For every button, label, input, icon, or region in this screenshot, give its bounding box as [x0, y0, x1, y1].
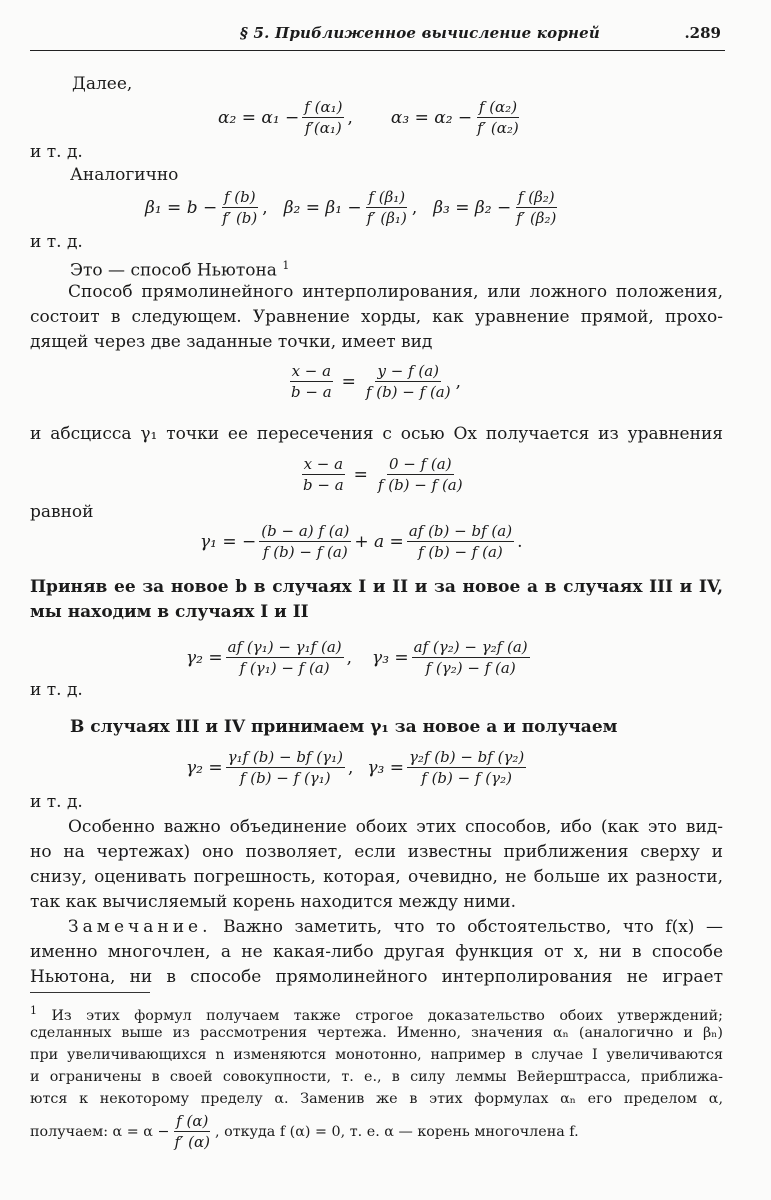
text-dalee: Далее, — [72, 74, 133, 94]
eq5-num1: (b − a) f (a) — [261, 522, 350, 540]
eq3-num2: y − f (a) — [377, 362, 440, 380]
eq6-lhs2: γ₃ = — [372, 647, 409, 668]
eq4-den2: f (b) − f (a) — [377, 476, 463, 494]
eq2-frac3 — [514, 188, 558, 227]
text-itd-1: и т. д. — [30, 142, 83, 162]
eq3-frac2 — [364, 362, 453, 401]
combine-line-2: но на чертежах) оно позволяет, если известны приближения сверху и — [30, 842, 723, 862]
abscissa-line: и абсцисса γ₁ точки ее пересечения с осью Ox получается из уравнения — [30, 424, 723, 444]
eq3-frac1 — [289, 362, 334, 401]
equation-gamma1: γ₁ = − $\frac{(b - a) f (a)}{f (b) - f (a)}$ + a = $\frac{af (b) - bf (a)}{f (b) - f (a)}$ . — [200, 522, 523, 561]
equation-chord: $\frac{x - a}{b - a}$ = $\frac{y - f (a)}{f (b) - f (a)}$ , — [291, 362, 462, 401]
eq7-lhs1: γ₂ = — [186, 757, 223, 778]
eq4-frac2 — [376, 455, 465, 494]
eq1-num1: f (α₁) — [304, 98, 343, 116]
combine-line-4: так как вычисляемый корень находится между ними. — [30, 892, 516, 912]
newton-text: Это — способ Ньютона — [70, 260, 277, 281]
eq5-mid: + a = — [354, 531, 404, 552]
footnote-text-1: Из этих формул получаем также строгое доказательство обоих утверждений; — [51, 1007, 723, 1024]
eq1-lhs2: α₃ = α₂ − — [390, 107, 473, 128]
eq2-den3: f′ (β₂) — [516, 209, 557, 227]
eq7-num2: γ₂f (b) − bf (γ₂) — [408, 748, 525, 766]
eq1-frac1 — [302, 98, 344, 137]
eq6-frac2 — [412, 638, 530, 677]
eq2-num2: f (β₁) — [368, 188, 406, 206]
footnote-equation — [30, 1112, 579, 1151]
footnote-marker: 1 — [30, 1004, 37, 1017]
footnote — [30, 1000, 723, 1110]
equation-beta: β₁ = b − $\frac{f (b)}{f' (b)}$ , β₂ = β₁ − $\frac{\text{f (β₁)}}{\text{f′ (β₁)}}$ , β₃ = β₂ − $\frac{\text{f (β₂)}}{\text{f′ (β₂)}}$ — [145, 188, 557, 227]
remark-line-2: именно многочлен, а не какая-либо другая функция от x, ни в способе — [30, 942, 723, 962]
chord-line-3: дящей через две заданные точки, имеет вид — [30, 332, 433, 352]
eq5-num2: af (b) − bf (a) — [408, 522, 513, 540]
eq4-num2: 0 − f (a) — [388, 455, 452, 473]
eq7-num1: γ₁f (b) − bf (γ₁) — [227, 748, 343, 766]
header-title: § 5. Приближенное вычисление корней — [240, 24, 601, 42]
page-number: .289 — [684, 24, 721, 42]
footnote-line-2: сделанных выше из рассмотрения чертежа. Именно, значения αₙ (аналогично и βₙ) — [30, 1025, 723, 1041]
footnote-eq-post: , откуда f (α) = 0, т. е. α — корень многочлена f. — [215, 1123, 579, 1140]
eq5-lhs: γ₁ = − — [200, 531, 257, 552]
eq7-den1: f (b) − f (γ₁) — [239, 769, 331, 787]
eq3-den1: b − a — [291, 383, 332, 401]
text-case34: В случаях III и IV принимаем γ₁ за новое a и получаем — [70, 717, 618, 737]
equation-alpha: α₂ = α₁ − $\frac{\text{f (α₁)}}{\text{f′(α₁)}}$ , α₃ = α₂ − $\frac{\text{f (α₂)}}{\text{f′ (α₂)}}$ — [218, 98, 519, 137]
eq4-den1: b − a — [303, 476, 344, 494]
footnote-frac — [172, 1112, 212, 1151]
eq2-num1: f (b) — [223, 188, 256, 206]
eq1-den2: f′ (α₂) — [477, 119, 519, 137]
eq3-den2: f (b) − f (a) — [365, 383, 451, 401]
eq2-frac2 — [365, 188, 409, 227]
eq7-frac1 — [226, 748, 345, 787]
eq3-num1: x − a — [291, 362, 332, 380]
eq6-num1: af (γ₁) − γ₁f (a) — [227, 638, 342, 656]
text-ravnoi: равной — [30, 502, 94, 522]
eq1-frac2 — [475, 98, 521, 137]
footnote-line-5: ются к некоторому пределу α. Заменив же в этих формулах αₙ его пределом α, — [30, 1091, 723, 1107]
eq6-den1: f (γ₁) − f (a) — [239, 659, 330, 677]
eq1-den1: f′(α₁) — [304, 119, 342, 137]
prinyav-line-2: мы находим в случаях I и II — [30, 602, 309, 622]
eq1-lhs1: α₂ = α₁ − — [218, 107, 300, 128]
text-itd-3: и т. д. — [30, 680, 83, 700]
eq2-den2: f′ (β₁) — [366, 209, 407, 227]
chord-line-1: Способ прямолинейного интерполирования, или ложного положения, — [68, 282, 723, 302]
eq2-lhs2: β₂ = β₁ − — [283, 197, 362, 218]
equation-gamma-cases34: γ₂ = $\frac{\text{γ₁f (b) − bf (γ₁)}}{\text{f (b) − f (γ₁)}}$ , γ₃ = $\frac{\text{γ₂f (b) − bf (γ₂)}}{\text{f (b) − f (γ₂)}}$ — [186, 748, 525, 787]
running-header — [30, 22, 725, 51]
eq6-den2: f (γ₂) − f (a) — [425, 659, 516, 677]
eq7-frac2 — [407, 748, 526, 787]
eq2-lhs3: β₃ = β₂ − — [433, 197, 512, 218]
eq2-frac1 — [220, 188, 259, 227]
eq6-frac1 — [226, 638, 344, 677]
paragraph-chord — [30, 280, 723, 355]
equation-gamma-cases12: γ₂ = $\frac{\text{af (γ₁) − γ₁f (a)}}{\text{f (γ₁) − f (a)}}$ , γ₃ = $\frac{\text{af (γ₂) − γ₂f (a)}}{\text{f (γ₂) − f (a)}}$ — [186, 638, 528, 677]
eq2-lhs1: β₁ = b − — [145, 197, 218, 218]
eq5-frac2 — [407, 522, 514, 561]
footnote-line-3: при увеличивающихся n изменяются монотонно, например в случае I увеличиваются — [30, 1047, 723, 1063]
paragraph-prinyav — [30, 575, 723, 625]
eq2-den1: f′ (b) — [222, 209, 258, 227]
eq5-den2: f (b) − f (a) — [418, 543, 503, 561]
combine-line-1: Особенно важно объединение обоих этих способов, ибо (как это вид- — [68, 817, 723, 837]
remark-line-3: Ньютона, ни в способе прямолинейного интерполирования не играет — [30, 967, 723, 987]
eq5-frac1 — [259, 522, 351, 561]
text-analogichno: Аналогично — [70, 165, 179, 185]
equation-intersection: $\frac{x - a}{b - a}$ = $\frac{0 - f (a)}{f (b) - f (a)}$ — [303, 455, 463, 494]
prinyav-line-1: Приняв ее за новое b в случаях I и II и за новое a в случаях III и IV, — [30, 577, 723, 597]
footnote-eq-pre: получаем: α = α − — [30, 1123, 170, 1140]
paragraph-abscissa — [30, 422, 723, 447]
eq6-num2: af (γ₂) − γ₂f (a) — [413, 638, 528, 656]
text-itd-2: и т. д. — [30, 232, 83, 252]
footnote-ref: 1 — [282, 259, 290, 272]
eq5-den1: f (b) − f (a) — [262, 543, 348, 561]
paragraph-remark — [30, 915, 723, 990]
chord-line-2: состоит в следующем. Уравнение хорды, как уравнение прямой, прохо- — [30, 307, 723, 327]
footnote-num: f (α) — [176, 1112, 209, 1130]
paragraph-combine — [30, 815, 723, 915]
remark-text-1: Важно заметить, что то обстоятельство, что f(x) — — [223, 917, 723, 937]
text-itd-4: и т. д. — [30, 792, 83, 812]
eq4-num1: x − a — [303, 455, 344, 473]
footnote-line-1 — [30, 1000, 723, 1022]
eq7-lhs2: γ₃ = — [367, 757, 404, 778]
eq4-frac1 — [301, 455, 346, 494]
remark-word: Замечание. — [68, 917, 212, 937]
remark-line-1 — [30, 915, 723, 940]
footnote-rule — [30, 992, 150, 993]
footnote-line-4: и ограничены в своей совокупности, т. е., в силу леммы Вейерштрасса, приближа- — [30, 1069, 723, 1085]
eq7-den2: f (b) − f (γ₂) — [421, 769, 512, 787]
eq2-num3: f (β₂) — [517, 188, 555, 206]
combine-line-3: снизу, оценивать погрешность, которая, очевидно, не больше их разности, — [30, 867, 723, 887]
footnote-den: f′ (α) — [174, 1133, 211, 1151]
eq6-lhs1: γ₂ = — [186, 647, 223, 668]
eq1-num2: f (α₂) — [478, 98, 518, 116]
